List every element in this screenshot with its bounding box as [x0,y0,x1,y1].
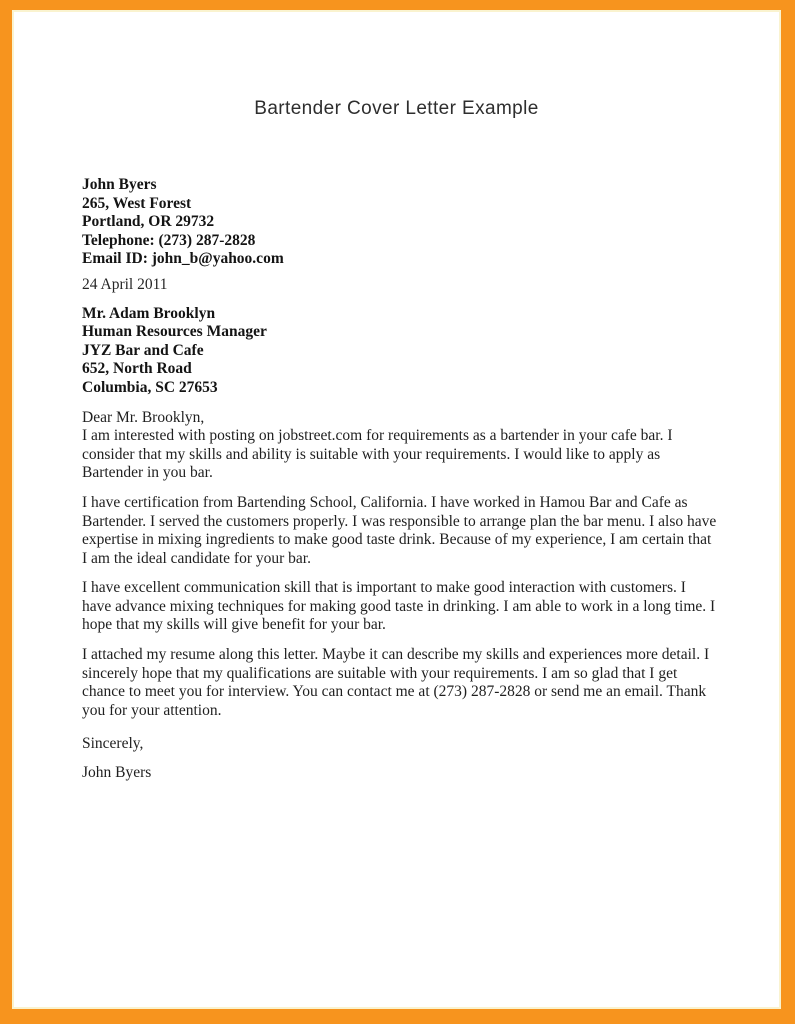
sender-telephone: Telephone: (273) 287-2828 [82,231,256,249]
body-paragraph-3: I have excellent communication skill that is important to make good interaction with customers. I have advance mixing techniques for making good taste in drinking. I am able to work in a long time. I hope that my skills will give benefit for your bar. [82,579,716,634]
body-paragraph-2: I have certification from Bartending School, California. I have worked in Hamou Bar and Cafe as Bartender. I served the customers properly. I was responsible to arrange plan the bar menu. I also have expertise in mixing ingredients to make good taste drink. Because of my experience, I am certain that I am the ideal candidate for your bar. [82,493,717,567]
body-paragraph-4: I attached my resume along this letter. Maybe it can describe my skills and experiences more detail. I sincerely hope that my qualifications are suitable with your requirements. I am so glad that I get chance to meet you for interview. You can contact me at (273) 287-2828 or send me an email. Thank you for your attention. [82,646,710,719]
recipient-street: 652, North Road [82,360,192,378]
letter-page [12,10,781,1009]
sender-email: Email ID: john_b@yahoo.com [82,250,284,268]
recipient-address-block [82,305,719,398]
body-paragraph-1: I am interested with posting on jobstreet.com for requirements as a bartender in your cafe bar. I consider that my skills and ability is suitable with your requirements. I would like to apply as Bartender in you bar. [82,427,673,482]
recipient-company: JYZ Bar and Cafe [82,341,204,359]
closing: Sincerely, [82,735,144,753]
recipient-title: Human Resources Manager [82,323,267,341]
sender-city: Portland, OR 29732 [82,213,215,231]
sender-address-block [82,176,719,269]
letter-body [14,176,779,783]
page-title: Bartender Cover Letter Example [254,98,539,119]
salutation: Dear Mr. Brooklyn, [82,408,205,426]
recipient-city: Columbia, SC 27653 [82,378,218,396]
letter-date: 24 April 2011 [82,275,168,293]
recipient-name: Mr. Adam Brooklyn [82,304,216,322]
signature-name: John Byers [82,764,152,782]
sender-name: John Byers [82,176,157,193]
sender-street: 265, West Forest [82,194,192,212]
salutation-and-intro [82,409,719,483]
